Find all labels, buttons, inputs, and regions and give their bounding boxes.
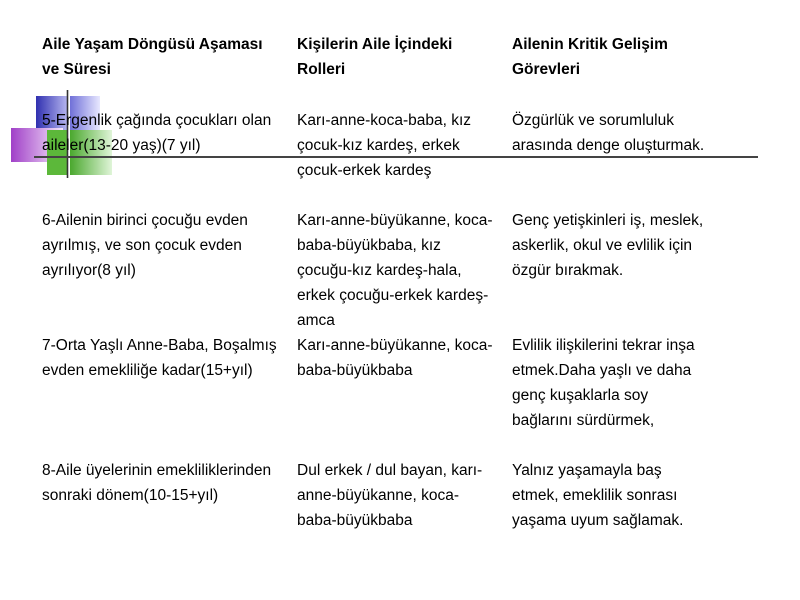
roles-cell: Dul erkek / dul bayan, karı- anne-büyükanne, koca- baba-büyükbaba	[297, 462, 483, 529]
header-tasks: Ailenin Kritik Gelişim Görevleri	[512, 36, 668, 78]
roles-cell: Karı-anne-koca-baba, kız çocuk-kız kardeş, erkek çocuk-erkek kardeş	[297, 112, 472, 179]
table-row	[36, 208, 731, 333]
header-roles: Kişilerin Aile İçindeki Rolleri	[297, 36, 453, 78]
tasks-cell: Yalnız yaşamayla baş etmek, emeklilik sonrası yaşama uyum sağlamak.	[512, 462, 684, 529]
roles-cell: Karı-anne-büyükanne, koca- baba-büyükbaba, kız çocuğu-kız kardeş-hala, erkek çocuğu-erkek kardeş- amca	[297, 212, 493, 329]
life-cycle-table	[36, 32, 731, 538]
table-row	[36, 333, 731, 458]
table-header-row	[36, 32, 731, 100]
tasks-cell: Genç yetişkinleri iş, meslek, askerlik, okul ve evlilik için özgür bırakmak.	[512, 212, 704, 279]
tasks-cell: Evlilik ilişkilerini tekrar inşa etmek.Daha yaşlı ve daha genç kuşaklarla soy bağlarını sürdürmek,	[512, 337, 695, 429]
tasks-cell: Özgürlük ve sorumluluk arasında denge oluşturmak.	[512, 112, 705, 154]
table-row	[36, 458, 731, 538]
table-row	[36, 100, 731, 208]
roles-cell: Karı-anne-büyükanne, koca- baba-büyükbaba	[297, 337, 493, 379]
header-stage: Aile Yaşam Döngüsü Aşaması ve Süresi	[42, 36, 263, 78]
stage-cell: 6-Ailenin birinci çocuğu evden ayrılmış, ve son çocuk evden ayrılıyor(8 yıl)	[42, 212, 248, 279]
stage-cell: 7-Orta Yaşlı Anne-Baba, Boşalmış evden emekliliğe kadar(15+yıl)	[42, 337, 277, 379]
stage-cell: 5-Ergenlik çağında çocukları olan aileler(13-20 yaş)(7 yıl)	[42, 112, 272, 154]
stage-cell: 8-Aile üyelerinin emekliliklerinden sonraki dönem(10-15+yıl)	[42, 462, 272, 504]
